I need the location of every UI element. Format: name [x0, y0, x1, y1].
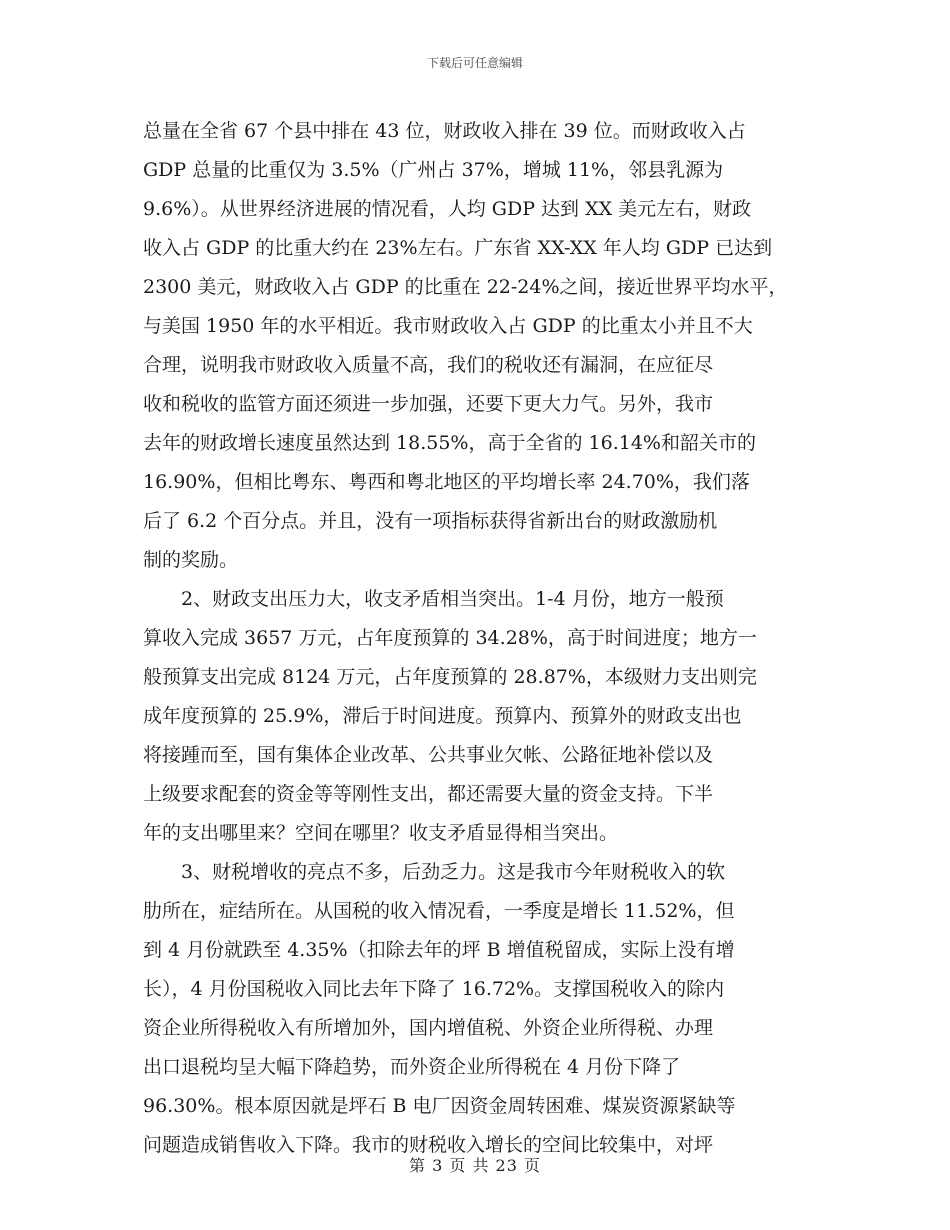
text-line: 肋所在，症结所在。从国税的收入情况看，一季度是增长 11.52%，但 [143, 900, 735, 922]
text-line: 将接踵而至，国有集体企业改革、公共事业欠帐、公路征地补偿以及 [143, 744, 714, 766]
text-line: 算收入完成 3657 万元，占年度预算的 34.28%，高于时间进度；地方一 [143, 627, 757, 649]
text-line: 合理，说明我市财政收入质量不高，我们的税收还有漏洞，在应征尽 [143, 354, 714, 376]
text-line: 96.30%。根本原因就是坪石 B 电厂因资金周转困难、煤炭资源紧缺等 [143, 1095, 736, 1117]
text-line: 收和税收的监管方面还须进一步加强，还要下更大力气。另外，我市 [143, 393, 714, 415]
text-line: 出口退税均呈大幅下降趋势，而外资企业所得税在 4 月份下降了 [143, 1056, 681, 1078]
page-footer: 第 3 页 共 23 页 [409, 1156, 541, 1175]
paragraph [143, 853, 805, 1165]
text-line: 后了 6.2 个百分点。并且，没有一项指标获得省新出台的财政激励机 [143, 510, 718, 532]
text-line: 去年的财政增长速度虽然达到 18.55%，高于全省的 16.14%和韶关市的 [143, 432, 756, 454]
text-line: 与美国 1950 年的水平相近。我市财政收入占 GDP 的比重太小并且不大 [143, 315, 753, 337]
document-body [143, 112, 805, 1165]
text-line: 上级要求配套的资金等等刚性支出，都还需要大量的资金支持。下半 [143, 783, 714, 805]
paragraph [143, 580, 805, 853]
text-line: 到 4 月份就跌至 4.35%（扣除去年的坪 B 增值税留成，实际上没有增 [143, 939, 735, 961]
text-line: 制的奖励。 [143, 549, 239, 571]
text-line: 2300 美元，财政收入占 GDP 的比重在 22-24%之间，接近世界平均水平， [143, 276, 788, 298]
text-line: 9.6%）。从世界经济进展的情况看，人均 GDP 达到 XX 美元左右，财政 [143, 198, 752, 220]
text-line: 收入占 GDP 的比重大约在 23%左右。广东省 XX-XX 年人均 GDP 已达到 [143, 237, 773, 259]
page-header: 下载后可任意编辑 [426, 56, 523, 70]
text-line: 16.90%，但相比粤东、粤西和粤北地区的平均增长率 24.70%，我们落 [143, 471, 750, 493]
text-line: 总量在全省 67 个县中排在 43 位，财政收入排在 39 位。而财政收入占 [143, 120, 746, 142]
text-line: 年的支出哪里来？空间在哪里？收支矛盾显得相当突出。 [143, 822, 619, 844]
text-line: 成年度预算的 25.9%，滞后于时间进度。预算内、预算外的财政支出也 [143, 705, 742, 727]
paragraph [143, 112, 805, 580]
text-line: 问题造成销售收入下降。我市的财税收入增长的空间比较集中，对坪 [143, 1134, 714, 1156]
text-line: GDP 总量的比重仅为 3.5%（广州占 37%，增城 11%，邻县乳源为 [143, 159, 724, 181]
text-line: 般预算支出完成 8124 万元，占年度预算的 28.87%，本级财力支出则完 [143, 666, 757, 688]
text-line: 长），4 月份国税收入同比去年下降了 16.72%。支撑国税收入的除内 [143, 978, 725, 1000]
text-line: 2、财政支出压力大，收支矛盾相当突出。1-4 月份，地方一般预 [181, 588, 724, 610]
text-line: 3、财税增收的亮点不多，后劲乏力。这是我市今年财税收入的软 [181, 861, 726, 883]
text-line: 资企业所得税收入有所增加外，国内增值税、外资企业所得税、办理 [143, 1017, 714, 1039]
